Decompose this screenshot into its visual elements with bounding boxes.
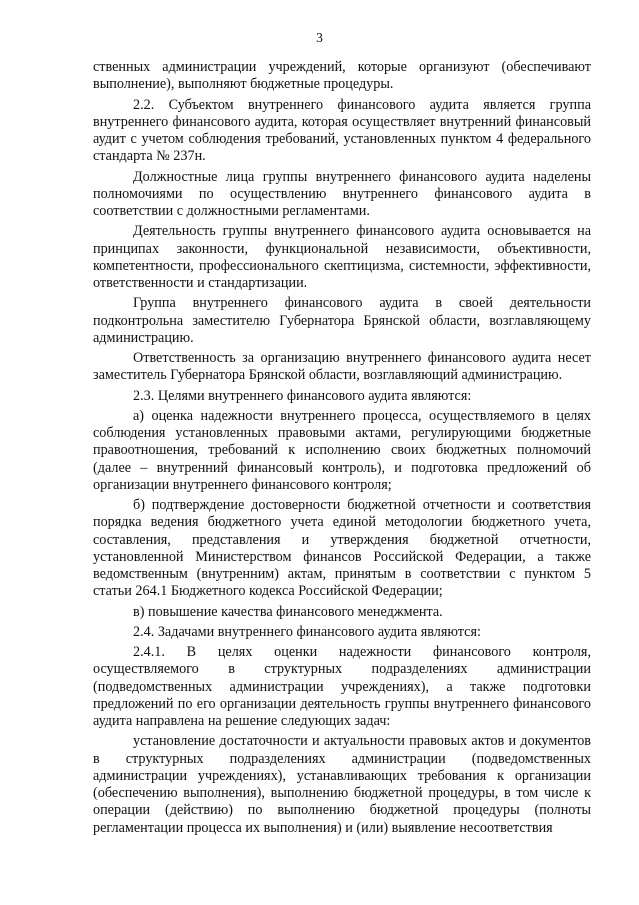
paragraph-continuation: ственных администрации учреждений, которые организуют (обеспечивают выполнение), выполняют бюджетные процедуры. [93, 59, 591, 93]
document-body [93, 59, 591, 840]
paragraph-officials-powers: Должностные лица группы внутреннего финансового аудита наделены полномочиями по осуществлению внутреннего финансового аудита в соответствии с должностными регламентами. [93, 168, 591, 219]
paragraph-goal-c: в) повышение качества финансового менеджмента. [133, 603, 443, 620]
paragraph-responsibility: Ответственность за организацию внутреннего финансового аудита несет заместитель Губернатора Брянской области, возглавляющий администрацию. [93, 350, 591, 384]
page-number: 3 [316, 30, 323, 45]
paragraph-subordination: Группа внутреннего финансового аудита в своей деятельности подконтрольна заместителю Губернатора Брянской области, возглавляющему администрацию. [93, 295, 591, 346]
paragraph-2-4-1: 2.4.1. В целях оценки надежности финансового контроля, осуществляемого в структурных подразделениях администрации (подведомственных администрации учреждениях), а также подготовки предложений по его организации деятельность группы внутреннего финансового аудита направлена на решение следующих задач: [93, 644, 591, 729]
paragraph-2-3-goals-heading: 2.3. Целями внутреннего финансового аудита являются: [133, 387, 472, 404]
paragraph-2-4-tasks-heading: 2.4. Задачами внутреннего финансового аудита являются: [133, 623, 481, 640]
paragraph-goal-a: а) оценка надежности внутреннего процесса, осуществляемого в целях соблюдения установленных правовыми актами, регулирующими бюджетные правоотношения, требований к исполнению своих бюджетных полномочий (далее – внутренний финансовый контроль), и подготовка предложений об организации внутреннего финансового контроля; [93, 407, 591, 493]
paragraph-principles: Деятельность группы внутреннего финансового аудита основывается на принципах законности, функциональной независимости, объективности, компетентности, профессионального скептицизма, системности, эффективности, ответственности и стандартизации. [93, 223, 591, 291]
paragraph-2-2-subject: 2.2. Субъектом внутреннего финансового аудита является группа внутреннего финансового аудита, которая осуществляет внутренний финансовый аудит с учетом соблюдения требований, установленных пунктом 4 федерального стандарта № 237н. [93, 96, 591, 165]
paragraph-goal-b: б) подтверждение достоверности бюджетной отчетности и соответствия порядка ведения бюджетного учета единой методологии бюджетного учета, составления, представления и утверждения бюджетной отчетности, установленной Министерством финансов Российской Федерации, а также ведомственным (внутренним) актам, принятым в соответствии с пунктом 5 статьи 264.1 Бюджетного кодекса Российской Федерации; [93, 497, 591, 600]
paragraph-task-establishment: установление достаточности и актуальности правовых актов и документов в структурных подразделениях администрации (подведомственных администрации учреждениях), устанавливающих требования к организации (обеспечению выполнения), выполнению бюджетной процедуры, в том числе к операции (действию) по выполнению бюджетной процедуры (полноты регламентации процесса их выполнения) и (или) выявление несоответствия [93, 733, 591, 836]
